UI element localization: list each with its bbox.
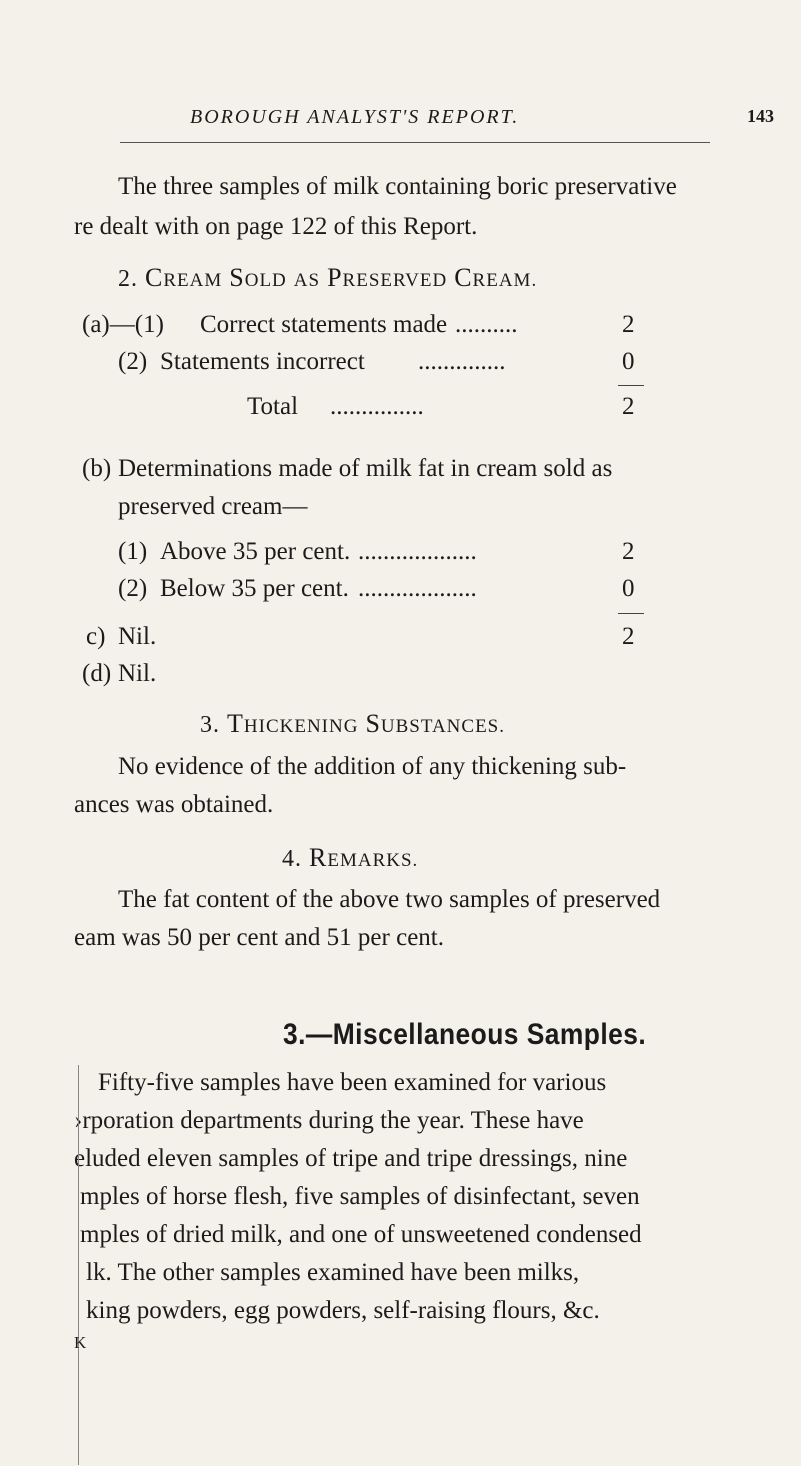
item-b-text-line-1: Determinations made of milk fat in cream sold as [118,455,613,482]
miscellaneous-heading: 3.—Miscellaneous Samples. [283,1018,647,1051]
item-b-text-line-2: preserved cream— [118,493,308,520]
item-d-label: (d) [82,660,112,687]
signature-mark: K [74,1333,87,1352]
heading-initial: C [145,263,164,292]
heading-rest: RESERVED [342,270,448,291]
heading-initial: T [227,709,244,738]
misc-line-2: ›rporation departments during the year. These have [74,1107,584,1134]
heading-initial: S [229,263,245,292]
heading-initial: C [454,263,473,292]
heading-rest: REAM. [472,270,538,291]
heading-rest: OLD [244,270,287,291]
section-4-line-2: eam was 50 per cent and 51 per cent. [74,924,444,951]
total-value: 2 [622,393,635,420]
total-label: Total [247,393,299,420]
heading-initial: R [309,843,328,872]
item-b1-text: Above 35 per cent. [160,538,351,565]
heading-rest: UBSTANCES. [380,716,505,737]
item-b2-text: Below 35 per cent. [160,575,349,602]
heading-rest: EMARKS. [327,850,419,871]
item-b-label: (b) [82,455,112,482]
item-b1-value: 2 [622,538,635,565]
item-b2-value: 0 [622,575,635,602]
total-dots: ............... [330,393,424,420]
item-a-label: (a)—(1) [82,311,164,338]
heading-rest: HICKENING [243,716,359,737]
section-4-line-1: The fat content of the above two samples of preserved [118,886,661,913]
section-2-heading [118,263,537,293]
section-4-heading [282,843,418,873]
misc-line-3: eluded eleven samples of tripe and tripe dressings, nine [74,1145,628,1172]
item-b1-label: (1) [118,538,148,565]
section-3-line-2: ances was obtained. [74,791,274,818]
misc-line-7: king powders, egg powders, self-raising flours, &c. [86,1297,600,1324]
item-a2-value: 0 [622,348,635,375]
intro-line-1: The three samples of milk containing boric preservative [118,173,677,200]
section-3-line-1: No evidence of the addition of any thickening sub- [118,753,627,780]
page-number: 143 [747,106,774,126]
item-a2-text: Statements incorrect [160,348,365,375]
item-d-text: Nil. [118,660,157,687]
section-2-number: 2. [118,266,138,292]
sum-rule-a [618,385,644,386]
item-c-value: 2 [622,623,635,650]
item-b2-label: (2) [118,575,148,602]
misc-line-6: lk. The other samples examined have been milks, [86,1259,580,1286]
section-3-number: 3. [200,712,220,738]
page-gutter-edge [78,1065,79,1465]
item-a1-value: 2 [622,311,635,338]
item-b2-dots: ................... [358,575,477,602]
item-c-label: c) [86,623,106,650]
misc-line-5: mples of dried milk, and one of unsweetened condensed [80,1221,642,1248]
item-a2-label: (2) [118,348,148,375]
heading-initial: P [327,263,343,292]
running-title: BOROUGH ANALYST'S REPORT. [190,106,520,128]
heading-rest: AS [293,270,321,291]
heading-initial: S [365,709,381,738]
intro-line-2: re dealt with on page 122 of this Report. [74,213,478,240]
item-a2-dots: .............. [418,348,506,375]
header-rule [120,142,710,143]
misc-line-4: mples of horse flesh, five samples of disinfectant, seven [80,1183,640,1210]
sum-rule-b [618,613,644,614]
item-c-text: Nil. [118,623,157,650]
section-3-heading [200,709,505,739]
item-b1-dots: ................... [358,538,477,565]
heading-rest: REAM [163,270,223,291]
section-4-number: 4. [282,846,302,872]
item-a1-dots: .......... [455,311,518,338]
misc-line-1: Fifty-five samples have been examined for various [98,1069,607,1096]
item-a1-text: Correct statements made [200,311,448,338]
